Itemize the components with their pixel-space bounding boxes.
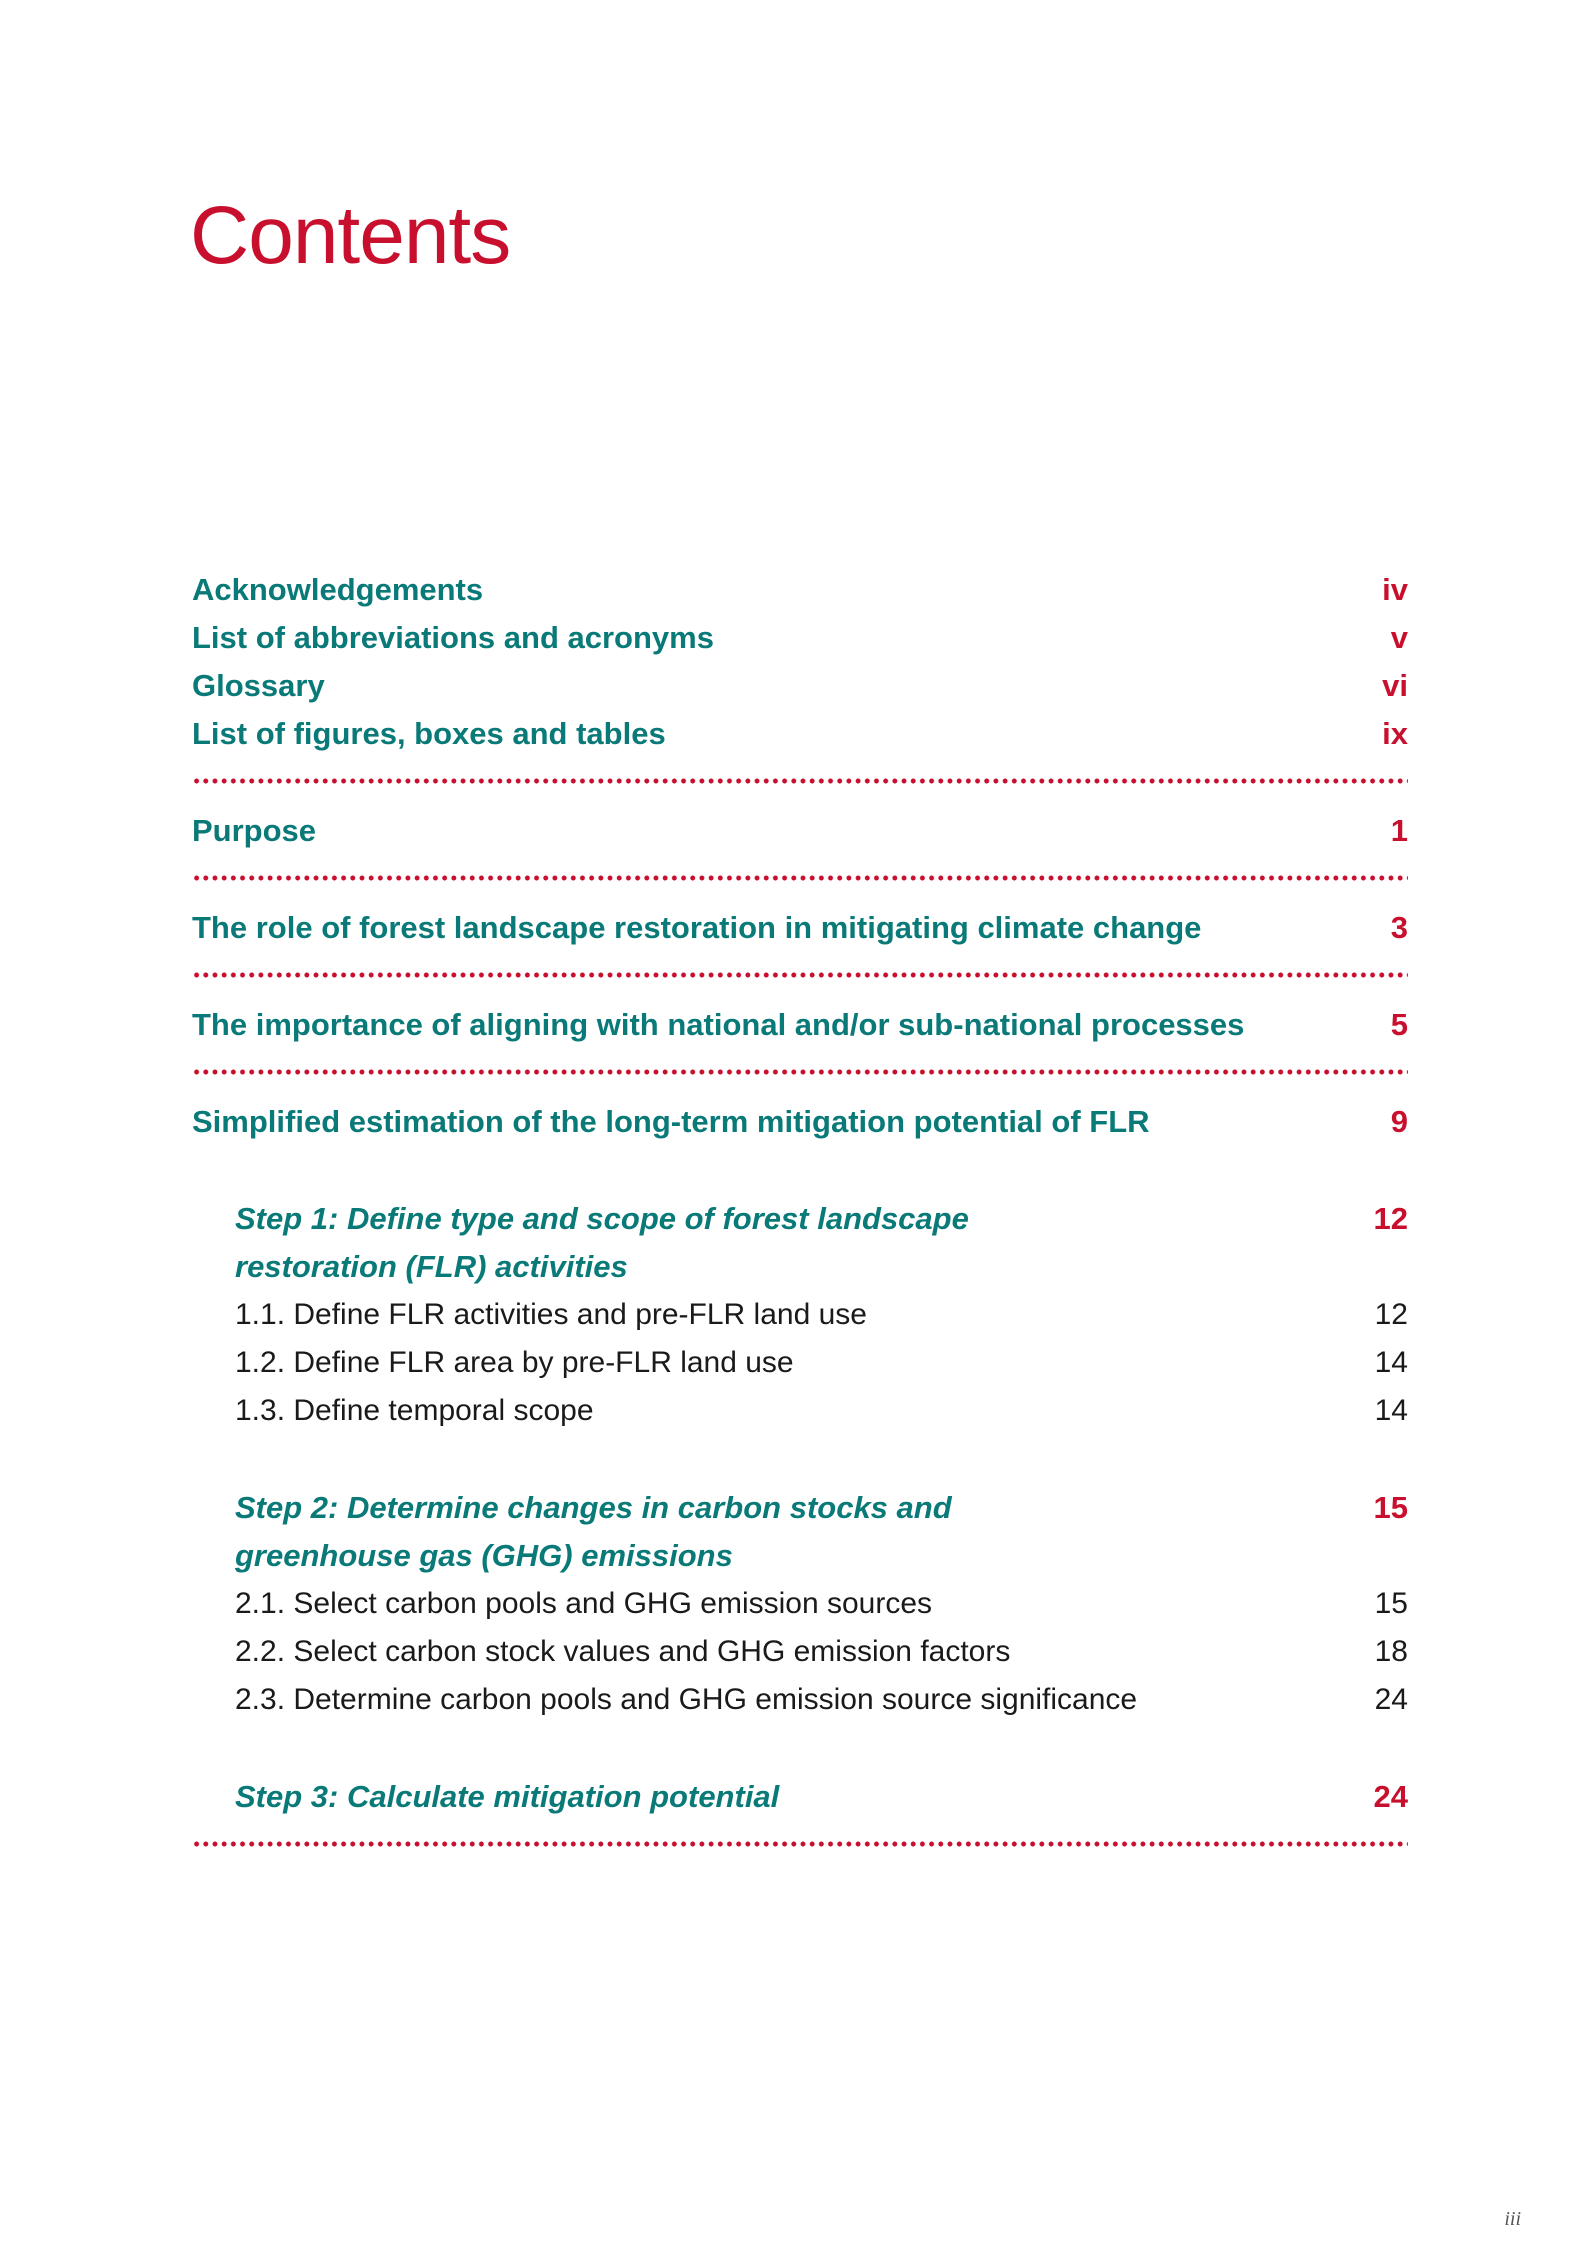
dotted-divider [192,972,1408,978]
toc-entry-label: Step 1: Define type and scope of forest landscape [235,1201,969,1236]
toc-entry-purpose[interactable] [192,807,1408,855]
toc-entry-1-1[interactable] [192,1291,1408,1339]
toc-entry-page: 14 [1374,1346,1408,1379]
toc-entry-page: 15 [1373,1490,1408,1525]
toc-entry-page: 24 [1374,1683,1408,1716]
spacer [192,1146,1408,1195]
toc-entry-label: The importance of aligning with national and/or sub-national processes [192,1007,1245,1042]
toc-entry-page: 24 [1373,1779,1408,1814]
dotted-divider [192,778,1408,784]
toc-entry-label: Purpose [192,813,317,848]
toc-entry-label-continued: greenhouse gas (GHG) emissions [235,1538,733,1573]
toc-entry-page: 3 [1390,910,1408,945]
toc-entry-importance[interactable] [192,1001,1408,1049]
table-of-contents [192,566,1408,1870]
toc-entry-label: 1.2. Define FLR area by pre-FLR land use [235,1346,794,1379]
spacer [192,1724,1408,1773]
toc-entry-page: 1 [1390,813,1408,848]
toc-entry-page: vi [1382,668,1408,703]
toc-entry-label: The role of forest landscape restoration in mitigating climate change [192,910,1202,945]
toc-entry-page: 14 [1374,1394,1408,1427]
toc-entry-label: Step 3: Calculate mitigation potential [235,1779,780,1814]
toc-entry-1-3[interactable] [192,1387,1408,1435]
toc-entry-label: List of abbreviations and acronyms [192,620,714,655]
toc-entry-label: Step 2: Determine changes in carbon stocks and [235,1490,952,1525]
toc-entry-figures[interactable] [192,710,1408,758]
toc-entry-page: ix [1382,716,1408,751]
toc-entry-page: 5 [1390,1007,1408,1042]
toc-entry-1-2[interactable] [192,1339,1408,1387]
toc-entry-page: 15 [1374,1587,1408,1620]
toc-entry-label: List of figures, boxes and tables [192,716,666,751]
page-title: Contents [190,190,511,281]
dotted-divider [192,1841,1408,1847]
toc-entry-label: Acknowledgements [192,572,484,607]
toc-entry-page: 12 [1373,1201,1408,1236]
page-number: iii [1504,2208,1521,2230]
toc-entry-page: v [1390,620,1408,655]
toc-entry-step-2[interactable] [192,1484,1408,1532]
toc-entry-2-1[interactable] [192,1580,1408,1628]
toc-entry-label: Glossary [192,668,325,703]
toc-entry-2-3[interactable] [192,1676,1408,1724]
toc-entry-label: 1.1. Define FLR activities and pre-FLR land use [235,1298,867,1331]
toc-entry-page: 9 [1390,1104,1408,1139]
toc-entry-role[interactable] [192,904,1408,952]
toc-entry-acknowledgements[interactable] [192,566,1408,614]
toc-entry-step-3[interactable] [192,1773,1408,1821]
toc-entry-page: 12 [1374,1298,1408,1331]
toc-entry-abbreviations[interactable] [192,614,1408,662]
toc-entry-label: 2.1. Select carbon pools and GHG emission sources [235,1587,933,1620]
toc-entry-2-2[interactable] [192,1628,1408,1676]
toc-entry-glossary[interactable] [192,662,1408,710]
spacer [192,1435,1408,1484]
toc-entry-label: Simplified estimation of the long-term mitigation potential of FLR [192,1104,1150,1139]
toc-entry-page: iv [1382,572,1408,607]
toc-entry-step-1[interactable] [192,1195,1408,1243]
toc-entry-label: 2.3. Determine carbon pools and GHG emission source significance [235,1683,1138,1716]
toc-entry-simplified-estimation[interactable] [192,1098,1408,1146]
toc-entry-label-continued: restoration (FLR) activities [235,1249,628,1284]
toc-entry-label: 2.2. Select carbon stock values and GHG emission factors [235,1635,1011,1668]
toc-entry-label: 1.3. Define temporal scope [235,1394,594,1427]
dotted-divider [192,875,1408,881]
toc-entry-page: 18 [1374,1635,1408,1668]
dotted-divider [192,1069,1408,1075]
